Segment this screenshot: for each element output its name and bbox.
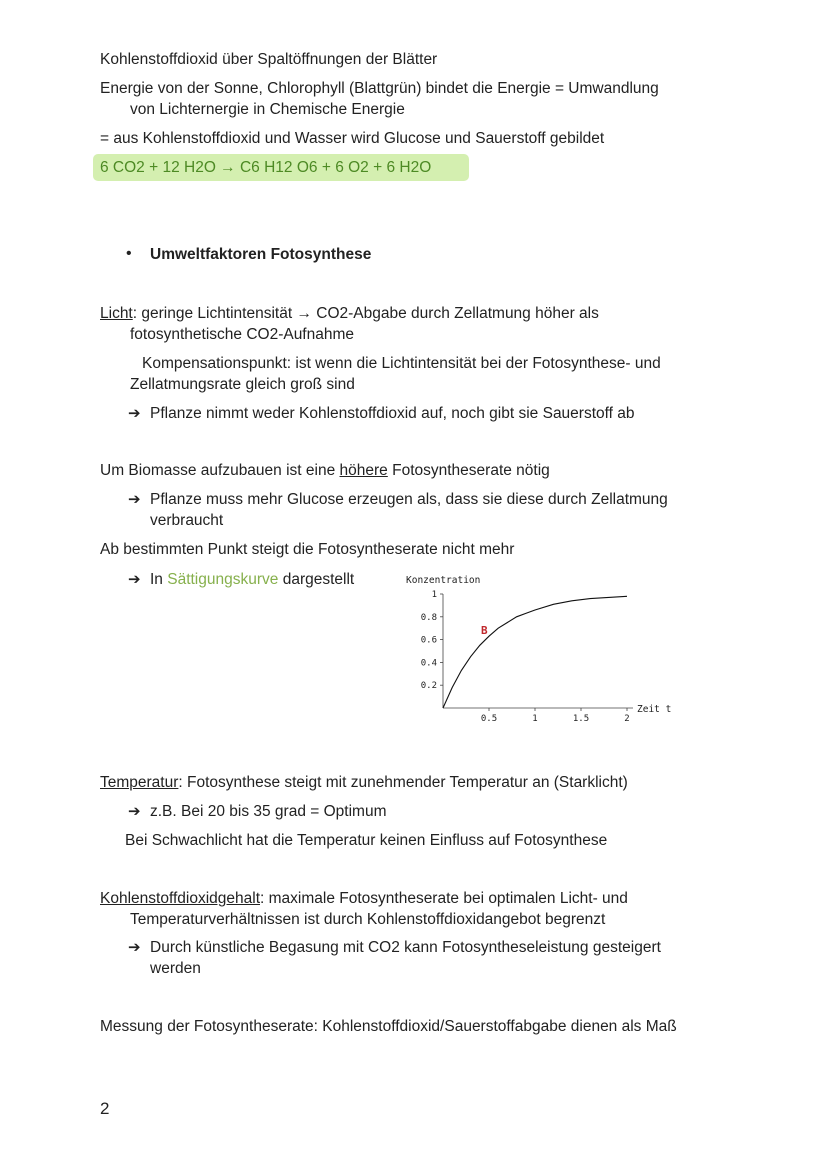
arrow-icon: ➔ [128,491,141,508]
licht-line-2: fotosynthetische CO2-Aufnahme [130,326,355,343]
section-heading: Umweltfaktoren Fotosynthese [150,246,372,263]
messung-line: Messung der Fotosyntheserate: Kohlenstoffdioxid/Sauerstoffabgabe dienen als Maß [100,1018,677,1035]
biomasse-arrow-text-2: verbraucht [150,512,224,529]
saettigungskurve-line [443,596,627,708]
x-tick-label: 1 [532,714,538,722]
arrow-icon: ➔ [128,571,141,588]
x-tick-label: 1.5 [572,714,590,722]
text-line-1: Kohlenstoffdioxid über Spaltöffnungen der Blätter [100,51,438,68]
temperatur-arrow-item [128,802,387,822]
temperatur-arrow-text: z.B. Bei 20 bis 35 grad = Optimum [150,803,387,820]
biomasse-post: Fotosyntheserate nötig [387,462,550,479]
y-tick-label: 0.2 [420,681,437,692]
equation: 6 CO2 + 12 H2O → C6 H12 O6 + 6 O2 + 6 H2O [100,159,432,176]
y-tick-label: 1 [431,590,437,600]
temperatur-line [100,773,628,793]
page-number: 2 [100,1099,110,1118]
arrow-icon: ➔ [128,939,141,956]
text-line-2b: von Lichternergie in Chemische Energie [130,101,405,118]
saettigung-post: dargestellt [278,571,355,588]
saettigungskurve-chart [398,572,688,722]
x-tick-label: 2 [624,714,630,722]
schwachlicht-line: Bei Schwachlicht hat die Temperatur keinen Einfluss auf Fotosynthese [125,832,608,849]
saettigung-arrow-item [128,570,354,590]
chart-xlabel: Zeit t [637,704,672,715]
point-b-label: B [481,624,488,638]
biomasse-arrow-text: Pflanze muss mehr Glucose erzeugen als, dass sie diese durch Zellatmung [150,491,668,508]
biomasse-underlined: höhere [339,462,388,479]
x-tick-label: 0.5 [480,714,498,722]
kompensation-line: Kompensationspunkt: ist wenn die Lichtintensität bei der Fotosynthese- und [142,355,661,372]
licht-arrow-item [128,404,635,424]
chart-ylabel: Konzentration [406,575,481,586]
text-line-2: Energie von der Sonne, Chlorophyll (Blattgrün) bindet die Energie = Umwandlung [100,80,659,97]
licht-label: Licht [100,305,133,322]
co2-arrow-text: Durch künstliche Begasung mit CO2 kann Fotosyntheseleistung gesteigert [150,939,661,956]
co2-arrow-item [128,938,661,958]
saettigungskurve-word: Sättigungskurve [167,571,279,588]
text-line-3: = aus Kohlenstoffdioxid und Wasser wird Glucose und Sauerstoff gebildet [100,130,605,147]
y-tick-label: 0.6 [420,635,437,646]
licht-text: : geringe Lichtintensität → CO2-Abgabe durch Zellatmung höher als [132,305,599,322]
y-tick-label: 0.8 [420,612,437,623]
biomasse-arrow-item [128,490,668,510]
co2-text: : maximale Fotosyntheserate bei optimalen Licht- und [260,890,628,907]
biomasse-pre: Um Biomasse aufzubauen ist eine [100,462,340,479]
co2-line-2: Temperaturverhältnissen ist durch Kohlenstoffdioxidangebot begrenzt [130,911,606,928]
temperatur-text: : Fotosynthese steigt mit zunehmender Temperatur an (Starklicht) [178,774,628,791]
co2-line [100,889,628,909]
saettigung-pre: In [150,571,168,588]
licht-line [100,304,599,324]
kompensation-line-2: Zellatmungsrate gleich groß sind [130,376,355,393]
co2-label: Kohlenstoffdioxidgehalt [100,890,261,907]
saettigung-line: Ab bestimmten Punkt steigt die Fotosyntheserate nicht mehr [100,541,515,558]
bullet-icon: • [126,245,132,262]
y-tick-label: 0.4 [420,658,437,669]
licht-arrow-text: Pflanze nimmt weder Kohlenstoffdioxid auf, noch gibt sie Sauerstoff ab [150,405,635,422]
temperatur-label: Temperatur [100,774,179,791]
arrow-icon: ➔ [128,803,141,820]
biomasse-line [100,461,550,481]
co2-arrow-text-2: werden [150,960,201,977]
arrow-icon: ➔ [128,405,141,422]
